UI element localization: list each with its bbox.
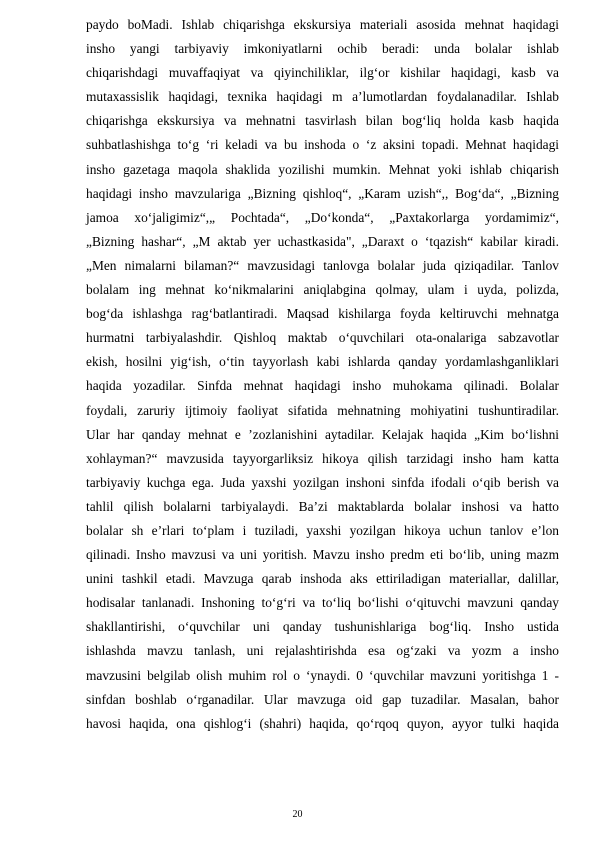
text-line: ekish, hosilni yig‘ish, o‘tin tayyorlash kabi ishlarda qanday yordamlashganliklari bbox=[86, 354, 559, 370]
body-paragraph bbox=[86, 13, 559, 736]
text-line: Ular har qanday mehnat e ’zozlanishini aytadilar. Kelajak haqida „Kim bo‘lishni bbox=[86, 426, 559, 442]
text-line: tarbiyaviy kuchga ega. Juda yaxshi yozilgan inshoni sinfda ifodali o‘qib berish va bbox=[86, 474, 559, 490]
text-line: foydali, zaruriy ijtimoiy faoliyat sifatida mehnatning mohiyatini tushuntiradilar. bbox=[86, 402, 559, 418]
text-line: shakllantirishi, o‘quvchilar uni qanday tushunishlariga bog‘liq. Insho ustida bbox=[86, 619, 559, 635]
text-line: mavzusini belgilab olish muhim rol o ‘ynaydi. 0 ‘quvchilar mavzuni yoritishga 1 - bbox=[86, 667, 559, 683]
text-line: insho yangi tarbiyaviy imkoniyatlarni ochib beradi: unda bolalar ishlab bbox=[86, 41, 559, 57]
text-line: jamoa xo‘jaligimiz“,„ Pochtada“, „Do‘konda“, „Paxtakorlarga yordamimiz“, bbox=[86, 209, 559, 225]
text-line: hurmatni tarbiyalashdir. Qishloq maktab o‘quvchilari ota-onalariga sabzavotlar bbox=[86, 330, 559, 346]
text-line: chiqarishga ekskursiya va mehnatni tasvirlash bilan bog‘liq holda kasb haqida bbox=[86, 113, 559, 129]
text-line: havosi haqida, ona qishlog‘i (shahri) haqida, qo‘rqoq quyon, ayyor tulki haqida bbox=[86, 715, 559, 731]
text-line: bolalam ing mehnat ko‘nikmalarini aniqlabgina qolmay, ulam i uyda, polizda, bbox=[86, 282, 559, 298]
text-line: bolalar sh e’rlari to‘plam i tuziladi, yaxshi yozilgan hikoya uchun tanlov e’lon bbox=[86, 522, 559, 538]
text-line: „Bizning hashar“, „M aktab yer uchastkasida", „Daraxt o ‘tqazish“ kabilar kiradi. bbox=[86, 233, 559, 249]
page-number: 20 bbox=[292, 809, 303, 820]
text-line: haqidagi insho mavzulariga „Bizning qishloq“, „Karam uzish“,, Bog‘da“, „Bizning bbox=[86, 185, 559, 201]
text-line: insho gazetaga maqola shaklida yozilishi mumkin. Mehnat yoki ishlab chiqarish bbox=[86, 161, 559, 177]
text-line: unini tashkil etadi. Mavzuga qarab inshoda aks ettiriladigan materiallar, dalillar, bbox=[86, 571, 559, 587]
text-line: haqida yozadilar. Sinfda mehnat haqidagi insho muhokama qilinadi. Bolalar bbox=[86, 378, 559, 394]
text-line: chiqarishdagi muvaffaqiyat va qiyinchiliklar, ilg‘or kishilar haqidagi, kasb va bbox=[86, 65, 559, 81]
text-line: „Men nimalarni bilaman?“ mavzusidagi tanlovga bolalar juda qiziqadilar. Tanlov bbox=[86, 257, 559, 273]
text-line: hodisalar tanlanadi. Inshoning to‘g‘ri va to‘liq bo‘lishi o‘qituvchi mavzuni qanday bbox=[86, 595, 559, 611]
text-line: bog‘da ishlashga rag‘batlantiradi. Maqsad kishilarga foyda keltiruvchi mehnatga bbox=[86, 306, 559, 322]
text-line: mutaxassislik haqidagi, texnika haqidagi m a’lumotlardan foydalanadilar. Ishlab bbox=[86, 89, 559, 105]
text-line: xohlayman?“ mavzusida tayyorgarliksiz hikoya qilish tarzidagi insho ham katta bbox=[86, 450, 559, 466]
text-line: paydo boMadi. Ishlab chiqarishga ekskursiya materiali asosida mehnat haqidagi bbox=[86, 17, 559, 32]
text-line: ishlashda mavzu tanlash, uni rejalashtirishda esa og‘zaki va yozm a insho bbox=[86, 643, 559, 659]
text-line: qilinadi. Insho mavzusi va uni yoritish. Mavzu insho predm eti bo‘lib, uning mazm bbox=[86, 547, 559, 563]
text-line: sinfdan boshlab o‘rganadilar. Ular mavzuga oid gap tuzadilar. Masalan, bahor bbox=[86, 691, 559, 707]
text-line: suhbatlashishga to‘g ‘ri keladi va bu inshoda o ‘z aksini topadi. Mehnat haqidagi bbox=[86, 137, 559, 153]
text-line: tahlil qilish bolalarni tarbiyalaydi. Ba’zi maktablarda bolalar inshosi va hatto bbox=[86, 498, 559, 514]
